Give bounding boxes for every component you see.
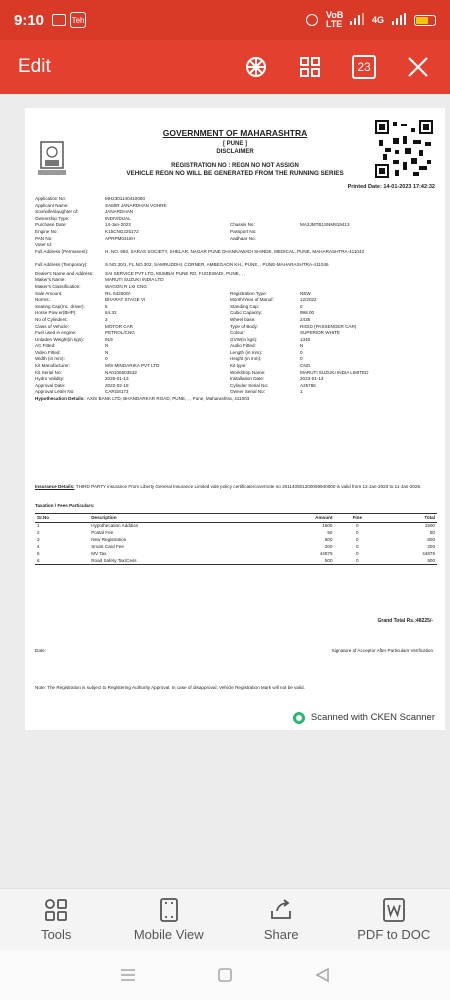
tools-grid-icon xyxy=(43,898,69,922)
cell: 0 xyxy=(356,544,359,550)
table-row xyxy=(35,550,437,557)
doc-office: [ PUNE ] xyxy=(223,140,247,147)
field-label: Voter Id: xyxy=(35,242,53,248)
maker-classification: WAGON R LXI CNG xyxy=(105,283,147,289)
field-label: No of Cylinders: xyxy=(35,316,68,322)
col-header: Total xyxy=(380,514,437,523)
date-label: Date: xyxy=(35,648,46,653)
pdf-to-doc-label: PDF to DOC xyxy=(357,926,431,942)
field-value: NA0106603532 xyxy=(105,369,137,375)
cell: 500 xyxy=(262,557,334,564)
insurance-details xyxy=(35,484,435,490)
hypothecation-details: AXIS BANK LTD, BHANDARKAR ROAD, PUNE, , , Pune, Maharashtra, 411004 xyxy=(86,396,250,402)
field-value: CNG xyxy=(300,363,311,369)
cell: 3 xyxy=(37,537,40,543)
field-label: Applicant Name: xyxy=(35,202,69,208)
field-value: MH2301140410060 xyxy=(105,196,146,201)
mobile-view-button[interactable] xyxy=(119,898,219,942)
field-label: Month/Year of Manuf: xyxy=(230,297,274,303)
doc-series-line: VEHICLE REGN NO WILL BE GENERATED FROM THE RUNNING SERIES xyxy=(126,170,344,178)
field-value: 2026-01-13 xyxy=(105,376,129,382)
field-label: Class of Vehicle: xyxy=(35,323,69,329)
field-label: Length (in mm): xyxy=(230,349,263,355)
field-value: SUPERIOR WHITE xyxy=(300,330,341,336)
mobile-view-label: Mobile View xyxy=(133,926,204,942)
cell: 600 xyxy=(324,537,333,543)
field-label: Cylinder Serial No: xyxy=(230,382,269,388)
field-label: Standing Cap: xyxy=(230,303,260,309)
document-header xyxy=(25,128,445,178)
cell: 50 xyxy=(327,530,333,536)
cell: 50 xyxy=(429,530,435,536)
close-icon[interactable] xyxy=(404,53,432,81)
field-value: MOTOR CAR xyxy=(105,323,133,329)
cell: New Registration xyxy=(91,537,127,543)
table-row xyxy=(35,557,437,564)
pdf-to-doc-button[interactable] xyxy=(344,898,444,942)
cell: 0 xyxy=(356,523,359,529)
cell: MV Tax xyxy=(91,551,107,557)
field-value: 998.00 xyxy=(300,310,315,316)
printed-date: Printed Date: 14-01-2023 17:42:32 xyxy=(347,184,435,190)
cell: Road Safety Tax/Cess xyxy=(89,557,262,564)
field-label: Ownership Type: xyxy=(35,215,70,221)
bottom-action-bar xyxy=(0,888,450,950)
signal-icon xyxy=(350,13,364,27)
field-value: Rs. 642500/- xyxy=(105,290,132,296)
maker-name: MARUTI SUZUKI INDIA LTD xyxy=(105,277,164,283)
table-row xyxy=(35,537,437,544)
field-label: Aadhaar No: xyxy=(230,235,256,241)
field-label: Installation Date: xyxy=(230,376,265,382)
field-value: 0 xyxy=(105,356,108,362)
field-value: 1 xyxy=(300,389,303,395)
field-value: A25786 xyxy=(300,382,316,388)
field-value: 14-Jan-2023 xyxy=(105,222,131,228)
share-icon xyxy=(268,898,294,922)
field-value: 12/2022 xyxy=(300,297,317,303)
tools-button[interactable] xyxy=(6,898,106,942)
field-value: N xyxy=(300,343,304,349)
status-icons xyxy=(306,11,436,29)
tools-label: Tools xyxy=(41,926,72,942)
cell: 44875 xyxy=(422,551,435,557)
permanent-address: H. NO. 693, SARAS SOCIETY, SHELAR, NAGAR PUNE DHANKAWADI SHINDE, MEDICAL, PUNE, MAHARASHTRA-411043 xyxy=(105,248,365,254)
insurance-label: Insurance Details: xyxy=(35,484,75,489)
field-value: INDIVIDUAL xyxy=(105,215,131,221)
signature-line: Signature of Acceptor After Particulars Verification xyxy=(331,648,433,653)
field-label: Maker's Classification: xyxy=(35,283,81,289)
table-row xyxy=(35,544,437,551)
field-value: SAMIR JANARDHAN VOHRE xyxy=(105,202,167,208)
field-label: Chassis No: xyxy=(230,222,255,228)
battery-icon xyxy=(414,15,436,26)
field-value: 2435 xyxy=(300,316,311,322)
field-value: 0 xyxy=(300,349,303,355)
field-value: M/S MINDARIKA PVT LTD xyxy=(105,363,160,369)
signal-icon-2 xyxy=(392,13,406,27)
field-label: Unladen Weight(in kgs): xyxy=(35,336,84,342)
field-value: 3 xyxy=(105,316,108,322)
page-count: 23 xyxy=(352,55,376,79)
dealer-address: SAI SERVICE PVT LTD, MUMBAI PUNE RD, FUGEWADI, PUNE, , , xyxy=(105,270,246,276)
field-label: Maker's Name: xyxy=(35,277,66,283)
tax-table xyxy=(35,513,437,565)
field-label: Owner Serial No: xyxy=(230,389,265,395)
page-count-button[interactable] xyxy=(350,53,378,81)
cell: 2 xyxy=(37,530,40,536)
field-value xyxy=(300,229,430,236)
field-label: Cubic Capacity: xyxy=(230,310,263,316)
field-value xyxy=(105,242,230,249)
insurance-text: THIRD PARTY insurance From Liberty General Insurance Limited vide policy certificate/covernote no 201140501200059940000 is valid from 12-Jan-2023 to 11-Jan-2026. xyxy=(75,484,422,489)
field-label: Fuel used in engine: xyxy=(35,330,77,336)
field-label: Son/wife/daughter of: xyxy=(35,209,79,215)
edit-button[interactable]: Edit xyxy=(18,56,51,77)
field-value: CARG8173 xyxy=(105,389,129,395)
doc-title: GOVERNMENT OF MAHARASHTRA xyxy=(162,128,308,138)
field-label: GVW(in kgs): xyxy=(230,336,258,342)
field-label: Full Address (Permanent): xyxy=(35,248,89,254)
table-row xyxy=(35,522,437,529)
vehicle-details xyxy=(35,196,430,403)
field-label: Approval Date: xyxy=(35,382,66,388)
field-label: Full Address (Temporary): xyxy=(35,261,88,267)
col-header: Description xyxy=(89,514,262,523)
field-value: NEW xyxy=(300,290,311,296)
field-label: Audio Fitted: xyxy=(230,343,256,349)
field-label: Engine No: xyxy=(35,228,58,234)
wheel-icon[interactable] xyxy=(242,53,270,81)
cell: 1500 xyxy=(322,523,333,529)
cell: 1 xyxy=(37,523,40,529)
word-doc-icon xyxy=(381,898,407,922)
system-nav-bar xyxy=(0,950,450,1000)
tax-title: Taxation / Fees Particulars: xyxy=(35,503,95,508)
field-value: 2022-02-18 xyxy=(105,382,129,388)
cell: 4 xyxy=(37,544,40,550)
field-value: MARUTI SUZUKI INDIA LIMITED xyxy=(300,369,369,375)
field-value: 919 xyxy=(105,336,113,342)
col-header: Sr.No xyxy=(35,514,89,523)
col-header: Amount xyxy=(262,514,334,523)
field-label: AC Fitted: xyxy=(35,343,56,349)
app-toolbar xyxy=(0,40,450,94)
grid-view-icon[interactable] xyxy=(296,53,324,81)
field-label: PAN No: xyxy=(35,235,53,241)
field-value: K15CNG225172 xyxy=(105,228,139,234)
cell: 0 xyxy=(335,557,381,564)
clock: 9:10 xyxy=(14,11,45,29)
cell: 200 xyxy=(427,544,435,550)
cell: 200 xyxy=(324,544,333,550)
scanner-logo-icon xyxy=(293,712,305,724)
scanner-watermark xyxy=(293,712,435,724)
cell: 0 xyxy=(356,537,359,543)
field-value: APRPM0318H xyxy=(105,235,135,241)
temporary-address: S.NO.30/1, FL.NO.302, SAMRUDDHI, CORNER, AMBEGAON KH., PUNE, , PUNE-MAHARASHTRA-411046 xyxy=(105,261,329,267)
field-value: MA3JMTB1SNM819413 xyxy=(300,222,350,228)
home-icon[interactable] xyxy=(213,963,237,987)
field-label: Sale Amount: xyxy=(35,290,63,296)
registration-note: Note: The Registration is subject to Registering Authority Approval. In case of disapproval, Vehicle Registration Mark will not be valid. xyxy=(35,685,305,690)
share-label: Share xyxy=(263,926,299,942)
field-value: 0 xyxy=(300,356,303,362)
mobile-view-icon xyxy=(156,898,182,922)
field-label: Purchase Date: xyxy=(35,222,67,228)
photo-icon xyxy=(52,14,66,26)
field-value: 5 xyxy=(105,303,108,309)
field-value: RIGID (PASSENGER CAR) xyxy=(300,323,357,329)
recents-icon[interactable] xyxy=(116,963,140,987)
cell: 6 xyxy=(35,557,89,564)
field-label: Norms: xyxy=(35,297,50,303)
field-label: Registration Type: xyxy=(230,290,267,296)
cell: 0 xyxy=(356,530,359,536)
field-value: JANARDHAN xyxy=(105,209,134,215)
field-value: 2023-01-14 xyxy=(300,376,324,382)
doc-regn-line: REGISTRATION NO : REGN NO NOT ASSIGN xyxy=(171,162,299,169)
back-icon[interactable] xyxy=(310,963,334,987)
field-value: 1340 xyxy=(300,336,311,342)
col-header: Fine xyxy=(335,514,381,523)
doc-disclaimer: DISCLAIMER xyxy=(216,149,254,156)
hypothecation-label: Hypothecation Details: xyxy=(35,396,85,402)
field-label: Height (in mm): xyxy=(230,356,262,362)
cell: 500 xyxy=(380,557,437,564)
field-value: 64.32 xyxy=(105,310,117,316)
field-value xyxy=(300,236,430,243)
field-label: Kit Manufacturer: xyxy=(35,363,70,369)
field-label: Kit Serial No: xyxy=(35,369,62,375)
cell: 0 xyxy=(356,551,359,557)
field-value: 0 xyxy=(300,303,303,309)
field-value: N xyxy=(105,349,109,355)
field-label: Width (in mm): xyxy=(35,356,65,362)
cell: 44875 xyxy=(319,551,333,557)
volte-indicator: VoB LTE xyxy=(325,10,344,29)
field-label: Hydro Validity: xyxy=(35,376,65,382)
field-label: Colour: xyxy=(230,330,245,336)
status-bar xyxy=(0,0,450,40)
field-label: Type of Body: xyxy=(230,323,259,329)
grand-total: Grand Total Rs.:48225/- xyxy=(377,618,433,624)
alarm-icon xyxy=(306,14,318,26)
cell: 1500 xyxy=(424,523,435,529)
network-type: 4G xyxy=(371,15,384,25)
field-label: Application No: xyxy=(35,196,66,201)
cell: Postal Fee xyxy=(91,530,114,536)
field-value: N xyxy=(105,343,109,349)
cell: 600 xyxy=(427,537,435,543)
field-value: BHARAT STAGE VI xyxy=(105,297,146,303)
field-label: Wheel base: xyxy=(230,316,256,322)
cell: Hypothecation Addition xyxy=(91,523,139,529)
field-label: Video Fitted: xyxy=(35,349,61,355)
table-row xyxy=(35,530,437,537)
field-label: Approval Letter No: xyxy=(35,389,75,395)
document-page[interactable] xyxy=(25,108,445,730)
field-label: Kit type: xyxy=(230,363,247,369)
scanner-text: Scanned with CKEN Scanner xyxy=(310,712,435,724)
cell: 5 xyxy=(37,551,40,557)
field-label: Horse Pow er(BHP): xyxy=(35,310,77,316)
app-notification-icon: Teh xyxy=(70,12,86,28)
field-label: Dealer's Name and Address: xyxy=(35,270,94,276)
field-value: PETROL/CNG xyxy=(105,330,135,336)
field-label: Workshop Name: xyxy=(230,369,266,375)
cell: Smart Card Fee xyxy=(91,544,124,550)
share-button[interactable] xyxy=(231,898,331,942)
field-label: Seating Cap(Inc. driver): xyxy=(35,303,85,309)
field-label: Passport No: xyxy=(230,228,257,234)
